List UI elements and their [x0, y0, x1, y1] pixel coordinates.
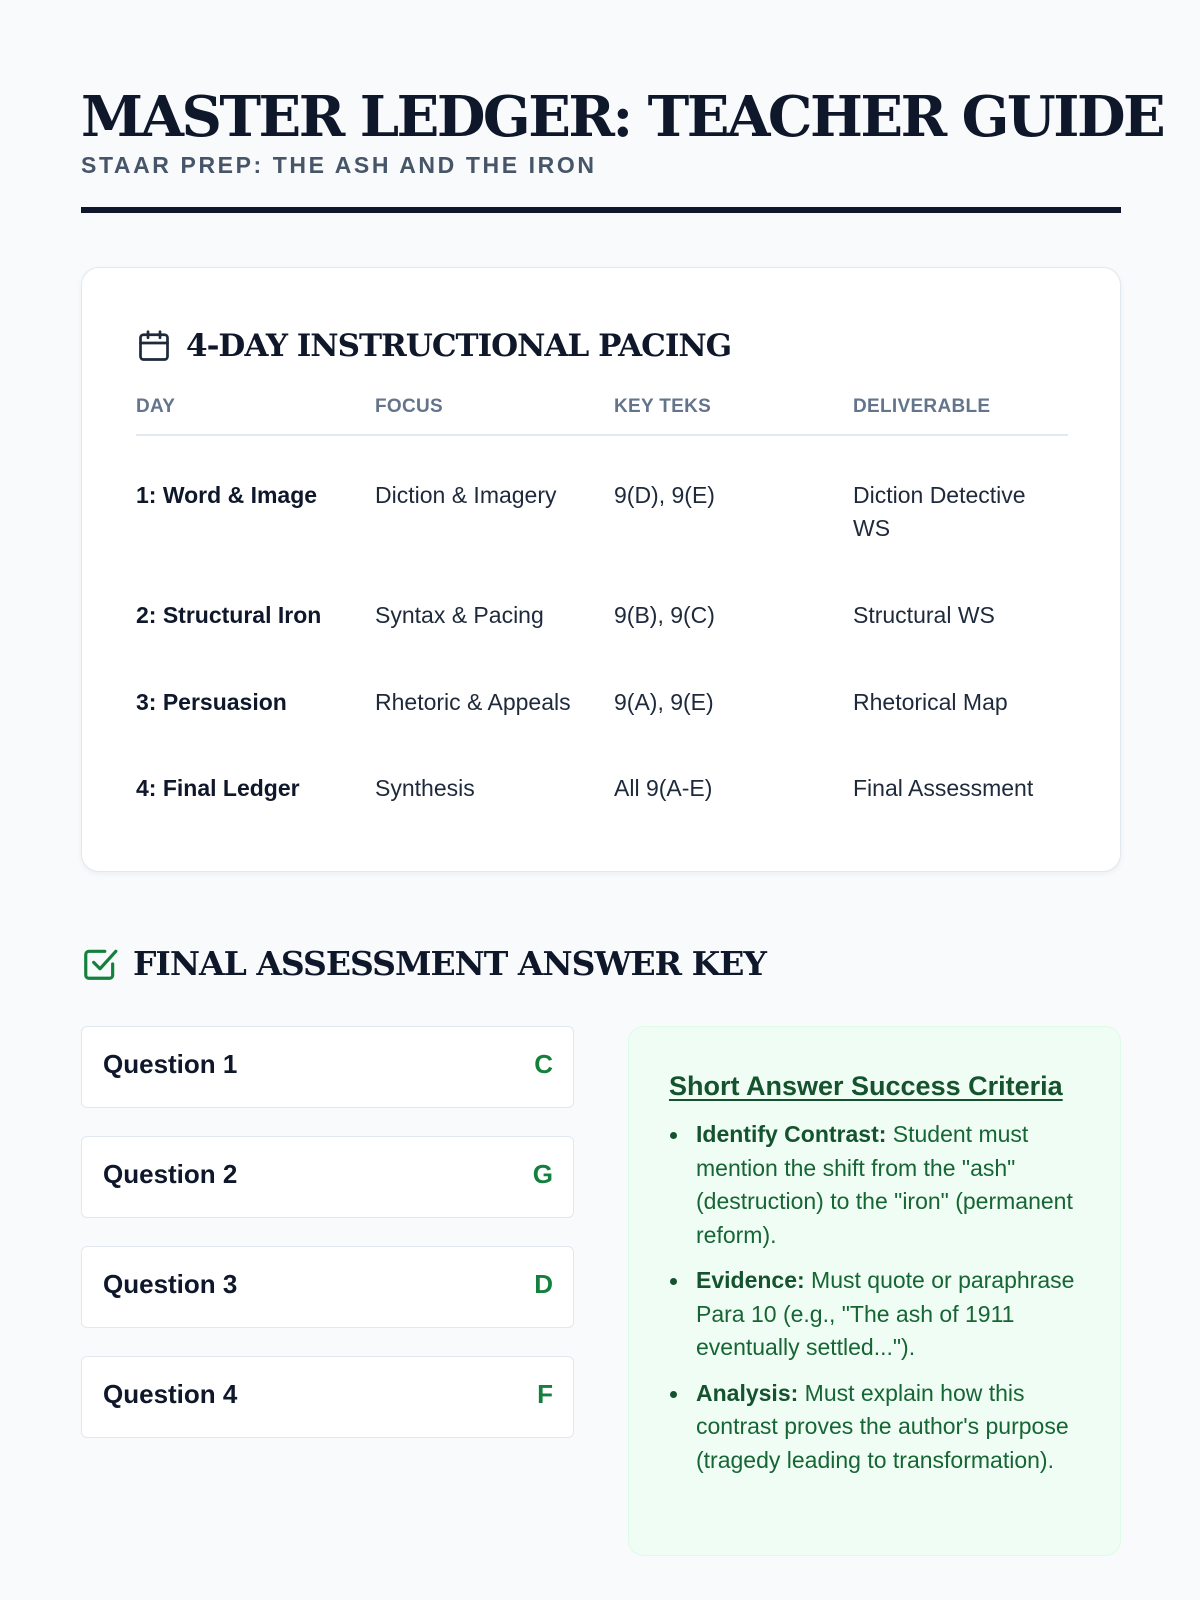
row-teks: All 9(A-E) — [614, 775, 713, 801]
checkbox-check-icon — [81, 945, 119, 983]
row-day: 3: Persuasion — [136, 689, 287, 715]
pacing-card — [81, 267, 1121, 872]
criteria-term: Evidence: — [696, 1267, 805, 1293]
calendar-icon — [136, 328, 172, 364]
criteria-title: Short Answer Success Criteria — [669, 1071, 1063, 1101]
row-focus: Synthesis — [375, 775, 475, 801]
answer-key-title: FINAL ASSESSMENT ANSWER KEY — [133, 944, 766, 983]
question-label: Question 4 — [103, 1379, 238, 1409]
pacing-table-header — [136, 396, 1068, 436]
row-deliverable: Structural WS — [853, 602, 995, 628]
row-teks: 9(D), 9(E) — [614, 482, 715, 508]
question-card — [81, 1246, 574, 1328]
question-answer: D — [534, 1269, 553, 1299]
row-day: 4: Final Ledger — [136, 775, 300, 801]
question-card — [81, 1356, 574, 1438]
page-subtitle: STAAR PREP: THE ASH AND THE IRON — [81, 152, 597, 178]
list-item — [669, 1118, 1086, 1252]
question-card — [81, 1136, 574, 1218]
column-header-deliverable: DELIVERABLE — [853, 396, 991, 417]
column-header-focus: FOCUS — [375, 396, 443, 417]
criteria-term: Identify Contrast: — [696, 1121, 887, 1147]
row-deliverable: Rhetorical Map — [853, 689, 1008, 715]
question-label: Question 3 — [103, 1269, 238, 1299]
list-item — [669, 1377, 1086, 1478]
pacing-header — [136, 328, 731, 364]
criteria-text: Must quote or paraphrase Para 10 (e.g., "The ash of 1911 eventually settled..."). — [696, 1267, 1075, 1360]
question-answer: C — [534, 1049, 553, 1079]
answer-key-header — [81, 944, 766, 983]
question-label: Question 1 — [103, 1049, 238, 1079]
row-focus: Diction & Imagery — [375, 482, 557, 508]
column-header-key-teks: KEY TEKS — [614, 396, 712, 417]
row-teks: 9(A), 9(E) — [614, 689, 714, 715]
criteria-text: Must explain how this contrast proves the author's purpose (tragedy leading to transformation). — [696, 1379, 1069, 1473]
question-answer: F — [537, 1379, 553, 1409]
row-day: 2: Structural Iron — [136, 602, 322, 628]
question-answer: G — [532, 1159, 553, 1189]
row-deliverable: Final Assessment — [853, 775, 1034, 801]
row-focus: Syntax & Pacing — [375, 602, 544, 628]
question-label: Question 2 — [103, 1159, 238, 1189]
pacing-title: 4-DAY INSTRUCTIONAL PACING — [186, 328, 732, 364]
short-answer-criteria-box — [628, 1026, 1121, 1556]
header-divider — [81, 207, 1121, 213]
list-item — [669, 1264, 1086, 1365]
row-deliverable: Diction Detective WS — [853, 482, 1026, 541]
page-title: MASTER LEDGER: TEACHER GUIDE — [81, 84, 1164, 150]
column-header-day: DAY — [136, 396, 176, 417]
row-day: 1: Word & Image — [136, 482, 318, 508]
criteria-text: Student must mention the shift from the "ash" (destruction) to the "iron" (permanent reform). — [696, 1121, 1073, 1248]
row-focus: Rhetoric & Appeals — [375, 689, 571, 715]
question-card — [81, 1026, 574, 1108]
criteria-list — [669, 1118, 1086, 1477]
criteria-term: Analysis: — [696, 1379, 799, 1406]
row-teks: 9(B), 9(C) — [614, 602, 715, 628]
